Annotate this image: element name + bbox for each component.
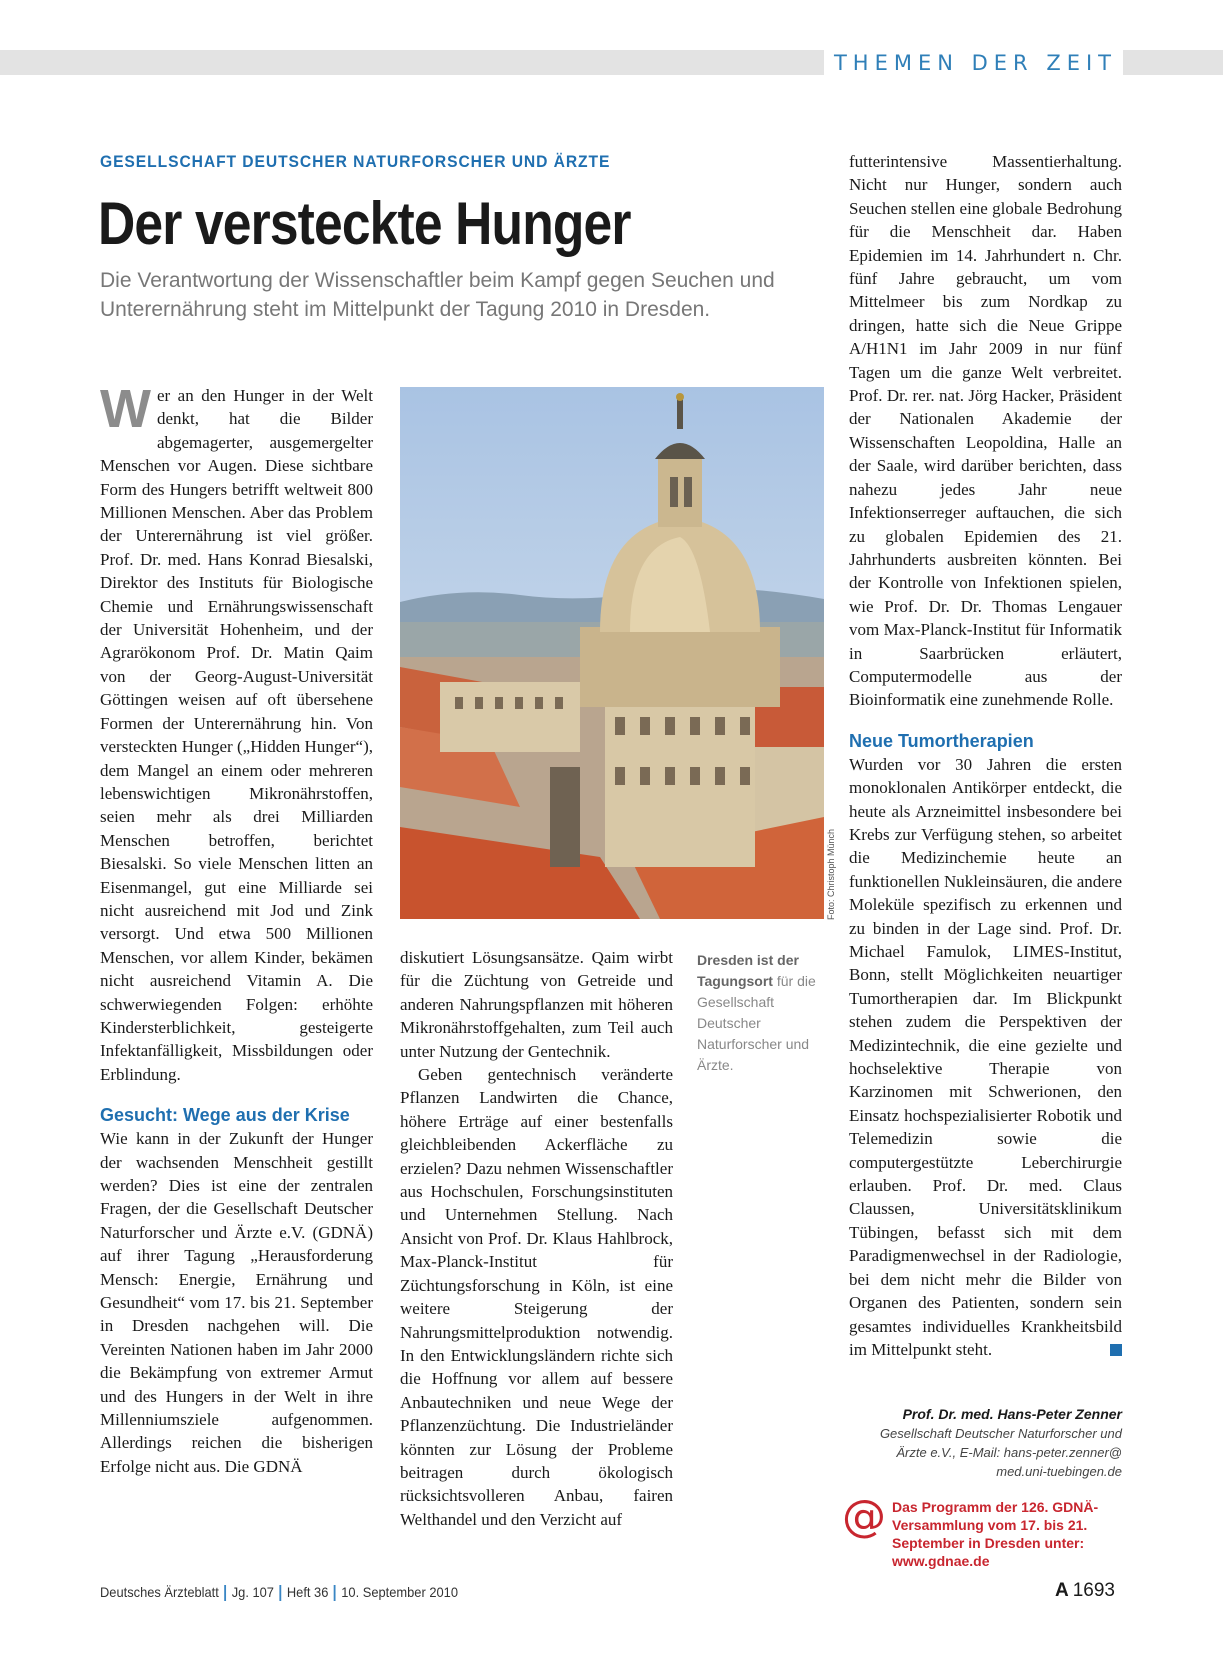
author-affiliation-line-2: Ärzte e.V., E-Mail: hans-peter.zenner@ (896, 1445, 1122, 1460)
subheading-wege-aus-der-krise: Gesucht: Wege aus der Krise (100, 1105, 350, 1126)
caption-highlight: Dresden ist der Tagungsort (697, 952, 799, 989)
paragraph-2: Wie kann in der Zukunft der Hunger der wachsenden Menschheit gestillt werden? Dies ist eine der zentralen Fragen, der die Gesellschaft Deutscher Naturforscher und Ärzte e.V. (GDNÄ) auf ihrer Tagung „Herausforderung Mensch: Energie, Ernährung und Gesundheit“ vom 17. bis 21. September in Dresden nachgehen will. Die Vereinten Nationen haben im Jahr 2000 die Bekämpfung von extremer Armut und des Hungers in der Welt in ihre Millenniumsziele aufgenommen. Allerdings reichen die bisherigen Erfolge nicht aus. Die GDNÄ (100, 1129, 373, 1476)
page-number-value: 1693 (1072, 1580, 1115, 1601)
text-column-1 (100, 379, 373, 1478)
caption-text: für die Gesellschaft Deutscher Naturforscher und Ärzte. (697, 973, 816, 1073)
article-kicker: GESELLSCHAFT DEUTSCHER NATURFORSCHER UND ÄRZTE (100, 152, 611, 171)
page-number (1055, 1580, 1115, 1602)
end-square-icon (1110, 1344, 1122, 1356)
paragraph-4: Geben gentechnisch veränderte Pflanzen Landwirten die Chance, höhere Erträge auf einer bestenfalls gleichbleibenden Ackerfläche zu erzielen? Dazu nehmen Wissenschaftler aus Hochschulen, Forschungsinstituten und Unternehmen Stellung. Nach Ansicht von Prof. Dr. Klaus Hahlbrock, Max-Planck-Institut für Züchtungsforschung in Köln, ist eine weitere Steigerung der Nahrungsmittelproduktion notwendig. In den Entwicklungsländern richte sich die Hoffnung vor allem auf bessere Anbautechniken und neue Wege der Pflanzenzüchtung. Die Industrieländer könnten zur Lösung der Probleme beitragen durch ökologisch rücksichtsvolleren Anbau, fairen Welthandel und den Verzicht auf (400, 1065, 673, 1529)
photo-illustration (400, 387, 824, 919)
info-box (842, 1491, 1132, 1569)
at-icon: @ (842, 1491, 886, 1542)
footer (100, 1584, 458, 1601)
author-name: Prof. Dr. med. Hans-Peter Zenner (902, 1406, 1122, 1422)
footer-journal: Deutsches Ärzteblatt (100, 1584, 219, 1600)
footer-separator (224, 1585, 226, 1601)
author-affiliation-line-1: Gesellschaft Deutscher Naturforscher und (879, 1426, 1122, 1441)
subheading-neue-tumortherapien: Neue Tumortherapien (849, 730, 1034, 751)
info-box-text[interactable]: Das Programm der 126. GDNÄ-Versammlung vom 17. bis 21. September in Dresden unter: www.gdnae.de (892, 1499, 1099, 1569)
paragraph-5: futterintensive Massentierhaltung. Nicht nur Hunger, sondern auch Seuchen stellen eine globale Bedrohung für die Menschheit dar. Haben Epidemien im 14. Jahrhundert n. Chr. fünf Jahre gebraucht, um vom Mittelmeer bis zum Nordkap zu dringen, hatte sich die Neue Grippe A/H1N1 im Jahr 2009 in nur fünf Tagen um die ganze Welt verbreitet. Prof. Dr. rer. nat. Jörg Hacker, Präsident der Nationalen Akademie der Wissenschaften Leopoldina, Halle an der Saale, wird darüber berichten, dass nahezu jedes Jahr neue Infektionserreger auftauchen, die sich zu globalen Epidemien des 21. Jahrhunderts ausbreiten könnten. Bei der Kontrolle von Infektionen spielen, wie Prof. Dr. Dr. Thomas Lengauer vom Max-Planck-Institut für Informatik in Saarbrücken erläutert, Computermodelle aus der Bioinformatik eine zunehmende Rolle. (849, 152, 1122, 710)
author-block (849, 1405, 1122, 1481)
paragraph-intro (100, 379, 373, 1086)
page-prefix: A (1054, 1580, 1069, 1601)
photo-caption (697, 950, 827, 1076)
footer-separator (280, 1585, 282, 1601)
footer-issue: Heft 36 (286, 1584, 329, 1600)
footer-date: 10. September 2010 (341, 1584, 458, 1600)
section-label: THEMEN DER ZEIT (824, 48, 1123, 78)
paragraph-6 (849, 753, 1122, 1362)
article-title: Der versteckte Hunger (98, 190, 631, 257)
footer-volume: Jg. 107 (231, 1584, 274, 1600)
article-subtitle: Die Verantwortung der Wissenschaftler beim Kampf gegen Seuchen und Unterernährung steht im Mittelpunkt der Tagung 2010 in Dresden. (100, 269, 775, 321)
paragraph-6-text: Wurden vor 30 Jahren die ersten monoklonalen Antikörper entdeckt, die heute als Arzneimittel insbesondere bei Krebs zur Verfügung stehen, so arbeitet die Medizinchemie heute an funktionellen Nukleinsäuren, die andere Moleküle spezifisch zu erkennen und zu binden in der Lage sind. Prof. Dr. Michael Famulok, LIMES-Institut, Bonn, stellt Möglichkeiten neuartiger Tumortherapien dar. Im Blickpunkt stehen zudem die Perspektiven der Medizintechnik, die eine gezielte und hochselektive Therapie von Karzinomen mit Schwerionen, den Einsatz hochspezialisierter Robotik und Telemedizin sowie die computergestützte Leberchirurgie erlauben. Prof. Dr. med. Claus Claussen, Universitätsklinikum Tübingen, befasst sich mit dem Paradigmenwechsel in der Radiologie, bei dem nicht mehr die Bilder von Organen des Patienten, sondern sein gesamtes individuelles Krankheitsbild im Mittelpunkt steht. (849, 754, 1122, 1359)
paragraph-3: diskutiert Lösungsansätze. Qaim wirbt für die Züchtung von Getreide und anderen Nahrungspflanzen mit höheren Mikronährstoffgehalten, zum Teil auch unter Nutzung der Gentechnik. (400, 948, 673, 1061)
footer-separator (334, 1585, 336, 1601)
text-column-4 (849, 150, 1122, 1361)
photo-dresden-frauenkirche (400, 387, 824, 919)
photo-credit: Foto: Christoph Münch (826, 828, 836, 920)
dropcap: W (100, 379, 151, 439)
paragraph-intro-text: er an den Hunger in der Welt denkt, hat die Bilder abgemagerter, ausgemergelter Menschen vor Augen. Diese sichtbare Form des Hungers betrifft weltweit 800 Millionen Menschen. Aber das Problem der Unterernährung ist viel größer. Prof. Dr. med. Hans Konrad Biesalski, Direktor des Instituts für Biologische Chemie und Ernährungswissenschaft der Universität Hohenheim, und der Agrarökonom Prof. Dr. Matin Qaim von der Georg-August-Universität Göttingen weisen auf oft übersehene Formen der Unterernährung hin. Von versteckten Hunger („Hidden Hunger“), dem Mangel an einem oder mehreren lebenswichtigen Mikronährstoffen, seien mehr als drei Milliarden Menschen betroffen, berichtet Biesalski. So viele Menschen litten an Eisenmangel, gut eine Milliarde sei nicht ausreichend mit Jod und Zink versorgt. Und etwa 500 Millionen Menschen, vor allem Kinder, bekämen nicht ausreichend Vitamin A. Die schwerwiegenden Folgen: erhöhte Kindersterblichkeit, gesteigerte Infektanfälligkeit, Missbildungen oder Erblindung. (100, 386, 373, 1084)
text-column-2 (400, 946, 673, 1531)
author-affiliation-line-3: med.uni-tuebingen.de (996, 1464, 1122, 1479)
